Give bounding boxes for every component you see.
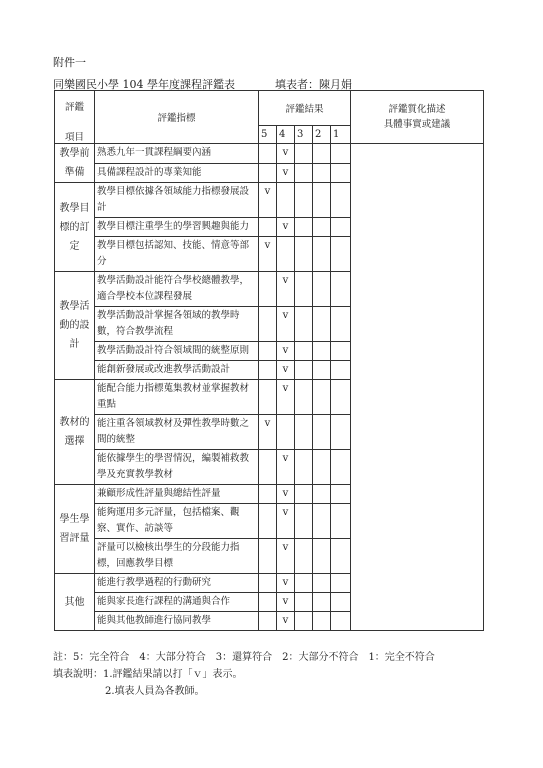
check-mark: v xyxy=(282,542,289,553)
score-cell-3[interactable] xyxy=(295,612,313,631)
score-cell-3[interactable] xyxy=(295,307,313,342)
score-cell-2[interactable] xyxy=(313,504,331,539)
score-legend: 註：5：完全符合 4：大部分符合 3：還算符合 2：大部分不符合 1：完全不符合 xyxy=(53,652,435,663)
score-cell-2[interactable] xyxy=(313,272,331,307)
attachment-label: 附件一 xyxy=(53,56,86,69)
score-cell-4[interactable] xyxy=(277,237,295,272)
indicator-text: 評量可以檢核出學生的分段能力指標，回應教學目標 xyxy=(95,539,259,574)
score-cell-1[interactable] xyxy=(331,144,351,164)
score-cell-1[interactable] xyxy=(331,163,351,183)
check-mark: v xyxy=(282,507,289,518)
score-cell-4[interactable] xyxy=(277,307,295,342)
score-cell-2[interactable] xyxy=(313,539,331,574)
category-label: 其他 xyxy=(55,574,95,631)
score-cell-3[interactable] xyxy=(295,183,313,218)
score-cell-4[interactable] xyxy=(277,361,295,380)
score-cell-2[interactable] xyxy=(313,183,331,218)
score-cell-3[interactable] xyxy=(295,450,313,485)
score-cell-5[interactable] xyxy=(259,163,277,183)
score-cell-5[interactable] xyxy=(259,361,277,380)
score-cell-5[interactable] xyxy=(259,415,277,450)
score-cell-3[interactable] xyxy=(295,593,313,612)
score-cell-3[interactable] xyxy=(295,144,313,164)
score-cell-3[interactable] xyxy=(295,218,313,237)
score-cell-4[interactable] xyxy=(277,163,295,183)
score-cell-1[interactable] xyxy=(331,272,351,307)
score-cell-5[interactable] xyxy=(259,144,277,164)
score-cell-5[interactable] xyxy=(259,218,277,237)
score-cell-4[interactable] xyxy=(277,218,295,237)
check-mark: v xyxy=(282,596,289,607)
score-cell-3[interactable] xyxy=(295,485,313,504)
score-cell-5[interactable] xyxy=(259,539,277,574)
score-cell-2[interactable] xyxy=(313,415,331,450)
score-cell-5[interactable] xyxy=(259,237,277,272)
header-description: 評鑑質化描述 具體事實或建議 xyxy=(351,91,484,144)
check-mark: v xyxy=(282,147,289,158)
score-cell-5[interactable] xyxy=(259,450,277,485)
check-mark: v xyxy=(264,186,271,197)
header-score-2: 2 xyxy=(313,126,331,144)
score-cell-3[interactable] xyxy=(295,539,313,574)
score-cell-2[interactable] xyxy=(313,307,331,342)
score-cell-2[interactable] xyxy=(313,485,331,504)
score-cell-2[interactable] xyxy=(313,163,331,183)
score-cell-2[interactable] xyxy=(313,450,331,485)
indicator-text: 能與家長進行課程的溝通與合作 xyxy=(95,593,259,612)
score-cell-2[interactable] xyxy=(313,612,331,631)
category-label: 教學目標的訂定 xyxy=(55,183,95,272)
score-cell-5[interactable] xyxy=(259,612,277,631)
score-cell-1[interactable] xyxy=(331,450,351,485)
score-cell-5[interactable] xyxy=(259,183,277,218)
category-label: 學生學習評量 xyxy=(55,485,95,574)
score-cell-2[interactable] xyxy=(313,574,331,593)
check-mark: v xyxy=(282,615,289,626)
indicator-text: 能創新發展或改進教學活動設計 xyxy=(95,361,259,380)
check-mark: v xyxy=(264,418,271,429)
check-mark: v xyxy=(282,383,289,394)
score-cell-1[interactable] xyxy=(331,380,351,415)
score-cell-1[interactable] xyxy=(331,612,351,631)
score-cell-3[interactable] xyxy=(295,504,313,539)
score-cell-2[interactable] xyxy=(313,380,331,415)
score-cell-1[interactable] xyxy=(331,504,351,539)
indicator-text: 教學目標注重學生的學習興趣與能力 xyxy=(95,218,259,237)
score-cell-2[interactable] xyxy=(313,342,331,361)
indicator-text: 教學活動設計掌握各領域的教學時數，符合教學流程 xyxy=(95,307,259,342)
score-cell-3[interactable] xyxy=(295,361,313,380)
description-cell[interactable] xyxy=(351,144,484,631)
score-cell-4[interactable] xyxy=(277,183,295,218)
indicator-text: 能進行教學過程的行動研究 xyxy=(95,574,259,593)
score-cell-4[interactable] xyxy=(277,539,295,574)
score-cell-1[interactable] xyxy=(331,361,351,380)
score-cell-1[interactable] xyxy=(331,218,351,237)
score-cell-5[interactable] xyxy=(259,504,277,539)
score-cell-1[interactable] xyxy=(331,307,351,342)
score-cell-3[interactable] xyxy=(295,237,313,272)
score-cell-4[interactable] xyxy=(277,380,295,415)
score-cell-1[interactable] xyxy=(331,342,351,361)
score-cell-5[interactable] xyxy=(259,485,277,504)
header-eval-item: 評鑑 項目 xyxy=(55,91,95,144)
check-mark: v xyxy=(282,364,289,375)
indicator-text: 兼顧形成性評量與總結性評量 xyxy=(95,485,259,504)
indicator-text: 教學活動設計能符合學校總體教學，適合學校本位課程發展 xyxy=(95,272,259,307)
check-mark: v xyxy=(282,488,289,499)
score-cell-1[interactable] xyxy=(331,539,351,574)
score-cell-4[interactable] xyxy=(277,144,295,164)
filler-name: 填表者：陳月娟 xyxy=(275,78,352,91)
score-cell-4[interactable] xyxy=(277,574,295,593)
indicator-text: 教學目標依據各領域能力指標發展設計 xyxy=(95,183,259,218)
indicator-text: 熟悉九年一貫課程綱要內涵 xyxy=(95,144,259,164)
score-cell-2[interactable] xyxy=(313,144,331,164)
check-mark: v xyxy=(282,275,289,286)
indicator-text: 能配合能力指標蒐集教材並掌握教材重點 xyxy=(95,380,259,415)
score-cell-5[interactable] xyxy=(259,574,277,593)
score-cell-1[interactable] xyxy=(331,593,351,612)
evaluation-table xyxy=(54,90,484,631)
score-cell-1[interactable] xyxy=(331,485,351,504)
indicator-text: 能與其他教師進行協同教學 xyxy=(95,612,259,631)
form-title: 同樂國民小學 104 學年度課程評鑑表 xyxy=(53,78,235,91)
header-indicator: 評鑑指標 xyxy=(95,91,259,144)
score-cell-3[interactable] xyxy=(295,163,313,183)
score-cell-2[interactable] xyxy=(313,237,331,272)
score-cell-3[interactable] xyxy=(295,342,313,361)
check-mark: v xyxy=(282,310,289,321)
score-cell-5[interactable] xyxy=(259,272,277,307)
header-score-5: 5 xyxy=(259,126,277,144)
indicator-text: 能夠運用多元評量，包括檔案、觀察、實作、訪談等 xyxy=(95,504,259,539)
category-label: 教學前準備 xyxy=(55,144,95,183)
score-cell-4[interactable] xyxy=(277,612,295,631)
check-mark: v xyxy=(282,166,289,178)
score-cell-3[interactable] xyxy=(295,380,313,415)
score-cell-4[interactable] xyxy=(277,272,295,307)
score-cell-2[interactable] xyxy=(313,218,331,237)
score-cell-3[interactable] xyxy=(295,574,313,593)
instruction-1: 填表說明：1.評鑑結果請以打「ｖ」表示。 xyxy=(53,669,243,680)
check-mark: v xyxy=(282,345,289,356)
score-cell-5[interactable] xyxy=(259,307,277,342)
indicator-text: 具備課程設計的專業知能 xyxy=(95,163,259,183)
score-cell-3[interactable] xyxy=(295,415,313,450)
category-label: 教學活動的設計 xyxy=(55,272,95,380)
score-cell-5[interactable] xyxy=(259,380,277,415)
indicator-text: 能注重各領域教材及彈性教學時數之間的統整 xyxy=(95,415,259,450)
header-score-4: 4 xyxy=(277,126,295,144)
score-cell-1[interactable] xyxy=(331,415,351,450)
table-row xyxy=(55,144,484,164)
header-results: 評鑑結果 xyxy=(259,91,351,126)
header-score-1: 1 xyxy=(331,126,351,144)
score-cell-2[interactable] xyxy=(313,361,331,380)
check-mark: v xyxy=(282,577,289,588)
instruction-2: 2.填表人員為各教師。 xyxy=(105,686,205,697)
check-mark: v xyxy=(282,453,289,464)
score-cell-2[interactable] xyxy=(313,593,331,612)
score-cell-1[interactable] xyxy=(331,183,351,218)
score-cell-4[interactable] xyxy=(277,504,295,539)
indicator-text: 能依據學生的學習情況，編製補救教學及充實教學教材 xyxy=(95,450,259,485)
check-mark: v xyxy=(264,240,271,251)
check-mark: v xyxy=(282,221,289,232)
indicator-text: 教學活動設計符合領域間的統整原則 xyxy=(95,342,259,361)
score-cell-5[interactable] xyxy=(259,342,277,361)
score-cell-4[interactable] xyxy=(277,593,295,612)
category-label: 教材的選擇 xyxy=(55,380,95,485)
score-cell-1[interactable] xyxy=(331,237,351,272)
score-cell-3[interactable] xyxy=(295,272,313,307)
indicator-text: 教學目標包括認知、技能、情意等部分 xyxy=(95,237,259,272)
score-cell-5[interactable] xyxy=(259,593,277,612)
score-cell-4[interactable] xyxy=(277,450,295,485)
notes xyxy=(53,649,435,700)
header-score-3: 3 xyxy=(295,126,313,144)
score-cell-4[interactable] xyxy=(277,485,295,504)
score-cell-4[interactable] xyxy=(277,342,295,361)
score-cell-4[interactable] xyxy=(277,415,295,450)
score-cell-1[interactable] xyxy=(331,574,351,593)
